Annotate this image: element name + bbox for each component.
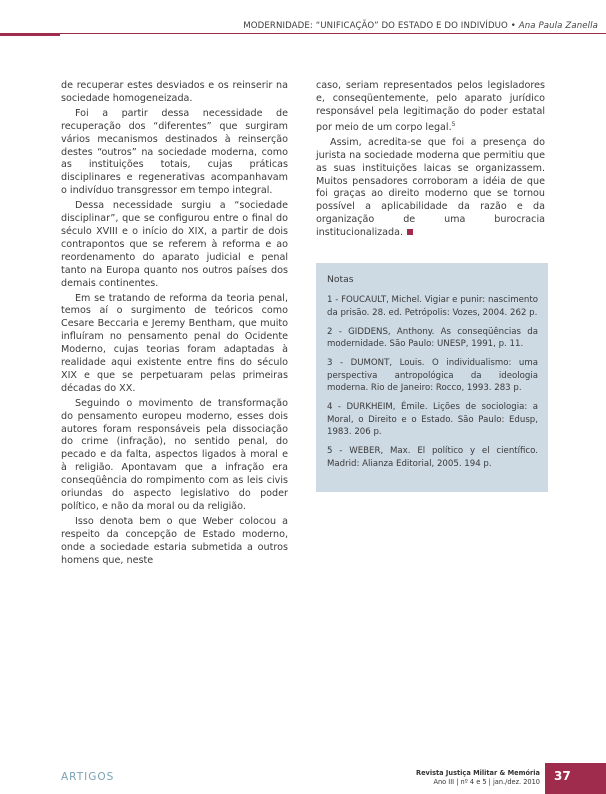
end-of-article-mark xyxy=(407,229,413,235)
author-name: Ana Paula Zanella xyxy=(518,21,598,31)
left-text-column xyxy=(61,80,288,570)
right-text-column xyxy=(316,80,545,242)
footnote-reference: 5 xyxy=(451,120,456,128)
notes-box xyxy=(316,263,548,492)
paragraph: Isso denota bem o que Weber colocou a respeito da concepção de Estado moderno, onde a sociedade estaria submetida a outros homens que, neste xyxy=(61,515,288,566)
journal-title: Revista Justiça Militar & Memória xyxy=(416,769,540,777)
paragraph-text: Assim, acredita-se que foi a presença do jurista na sociedade moderna que permitiu que as suas instituições laicas se organizassem. Muitos pensadores corroboram a idéia de que foi graças ao direito moderno que se tornou possível a aplicabilidade da razão e da organização de uma burocracia institucionalizada. xyxy=(316,136,545,239)
paragraph: Foi a partir dessa necessidade de recuperação dos “diferentes” que surgiram vários mecanismos destinados à reinserção destes “outros” na sociedade moderna, como as instituições totais, cujas práticas disciplinares e regenerativas acompanhavam o indivíduo transgressor em tempo integral. xyxy=(61,107,288,197)
journal-info xyxy=(416,769,540,787)
page-number: 37 xyxy=(545,763,606,794)
header-accent-bar xyxy=(0,34,60,36)
paragraph xyxy=(316,80,545,135)
section-label: ARTIGOS xyxy=(61,771,115,783)
running-title: MODERNIDADE: “UNIFICAÇÃO” DO ESTADO E DO INDIVÍDUO • xyxy=(243,21,516,31)
header-rule xyxy=(0,33,606,34)
paragraph-text: caso, seriam representados pelos legisladores e, conseqüentemente, pelo aparato jurídico responsável pela legitimação do poder estatal por meio de um corpo legal. xyxy=(316,80,545,133)
note-item: 1 - FOUCAULT, Michel. Vigiar e punir: nascimento da prisão. 28. ed. Petrópolis: Vozes, 2004. 262 p. xyxy=(327,295,538,318)
notes-title: Notas xyxy=(327,274,354,285)
note-item: 5 - WEBER, Max. El político y el científico. Madrid: Alianza Editorial, 2005. 194 p. xyxy=(327,446,538,469)
note-item: 2 - GIDDENS, Anthony. As conseqüências da modernidade. São Paulo: UNESP, 1991, p. 11. xyxy=(327,326,538,350)
paragraph: de recuperar estes desviados e os reinserir na sociedade homogeneizada. xyxy=(61,80,288,104)
note-item: 4 - DURKHEIM, Émile. Lições de sociologia: a Moral, o Direito e o Estado. São Paulo: Edusp, 1983. 206 p. xyxy=(327,402,538,437)
paragraph: Seguindo o movimento de transformação do pensamento europeu moderno, esses dois autores foram responsáveis pela dissociação do crime (infração), no sentido penal, do pecado e da falta, aspectos ligados à moral e à religião. Apontavam que a infração era conseqüência do rompimento com as leis civis oriundas do aspecto legislativo do poder político, e não da moral ou da religião. xyxy=(61,397,288,512)
running-header xyxy=(243,21,598,31)
paragraph: Dessa necessidade surgiu a “sociedade disciplinar”, que se configurou entre o final do século XVIII e o início do XIX, a partir de dois contrapontos que se referem à reforma e ao reordenamento do aparato judicial e penal tanto na Europa quanto nos outros países dos demais continentes. xyxy=(61,200,288,289)
journal-issue: Ano III | nº 4 e 5 | jan./dez. 2010 xyxy=(433,777,540,786)
paragraph xyxy=(316,137,545,240)
paragraph: Em se tratando de reforma da teoria penal, temos aí o surgimento de teóricos como Cesare Beccaria e Jeremy Bentham, que muito influíram no pensamento penal do Ocidente Moderno, cujas teorias foram adaptadas à realidade aqui existente entre fins do século XIX e que se perpetuaram pelas primeiras décadas do XX. xyxy=(61,292,288,394)
note-item: 3 - DUMONT, Louis. O individualismo: uma perspectiva antropológica da ideologia moderna. Rio de Janeiro: Rocco, 1993. 283 p. xyxy=(327,358,538,394)
